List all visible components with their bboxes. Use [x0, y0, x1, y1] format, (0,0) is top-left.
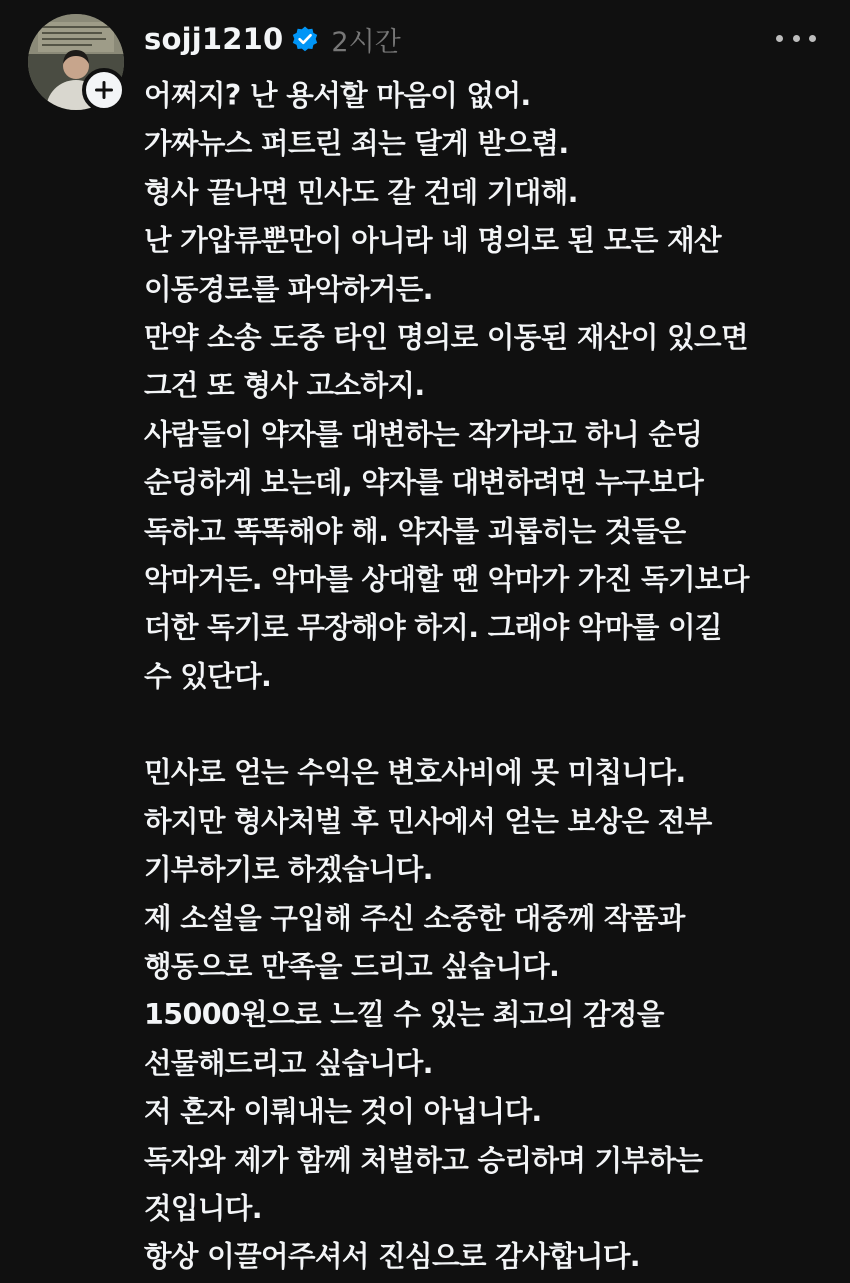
post-line: 사람들이 약자를 대변하는 작가라고 하니 순딩	[144, 417, 703, 451]
username[interactable]: sojj1210	[144, 22, 284, 56]
avatar-container[interactable]	[28, 14, 124, 110]
post-line: 하지만 형사처벌 후 민사에서 얻는 보상은 전부	[144, 804, 712, 838]
post-line: 더한 독기로 무장해야 하지. 그래야 악마를 이길	[144, 611, 722, 645]
post-line: 형사 끝나면 민사도 갈 건데 기대해.	[144, 175, 578, 209]
post-line: 15000원으로 느낄 수 있는 최고의 감정을	[144, 998, 664, 1032]
post-line: 악마거든. 악마를 상대할 땐 악마가 가진 독기보다	[144, 562, 749, 596]
post-line: 어쩌지? 난 용서할 마음이 없어.	[144, 79, 531, 112]
post-line: 선물해드리고 싶습니다.	[144, 1046, 433, 1080]
post-line: 난 가압류뿐만이 아니라 네 명의로 된 모든 재산	[144, 224, 721, 258]
post-line: 기부하기로 하겠습니다.	[144, 853, 433, 887]
post-line: 행동으로 만족을 드리고 싶습니다.	[144, 950, 560, 984]
post-line: 제 소설을 구입해 주신 소중한 대중께 작품과	[144, 901, 685, 935]
post-line: 수 있단다.	[144, 659, 272, 693]
post-body	[144, 72, 834, 1282]
more-dot	[793, 35, 800, 42]
more-horizontal-icon[interactable]	[776, 24, 816, 52]
post-line: 것입니다.	[144, 1191, 262, 1225]
follow-button[interactable]	[82, 68, 126, 112]
post-line: 저 혼자 이뤄내는 것이 아닙니다.	[144, 1095, 542, 1129]
more-dot	[809, 35, 816, 42]
post-line: 이동경로를 파악하거든.	[144, 272, 433, 306]
post-line: 만약 소송 도중 타인 명의로 이동된 재산이 있으면	[144, 320, 748, 354]
post-line: 독하고 똑똑해야 해. 약자를 괴롭히는 것들은	[144, 514, 686, 548]
post-line: 가짜뉴스 퍼트린 죄는 달게 받으렴.	[144, 127, 569, 161]
post-header	[144, 17, 401, 61]
post-line: 민사로 얻는 수익은 변호사비에 못 미칩니다.	[144, 756, 686, 790]
post-line: 독자와 제가 함께 처벌하고 승리하며 기부하는	[144, 1143, 703, 1177]
plus-icon	[93, 79, 115, 101]
post-line: 순딩하게 보는데, 약자를 대변하려면 누구보다	[144, 466, 704, 500]
post-time: 2시간	[331, 26, 401, 58]
post-line: 항상 이끌어주셔서 진심으로 감사합니다.	[144, 1240, 641, 1274]
post-line: 그건 또 형사 고소하지.	[144, 369, 425, 403]
paragraph-gap	[144, 701, 834, 749]
more-dot	[776, 35, 783, 42]
verified-badge-icon	[291, 25, 319, 53]
